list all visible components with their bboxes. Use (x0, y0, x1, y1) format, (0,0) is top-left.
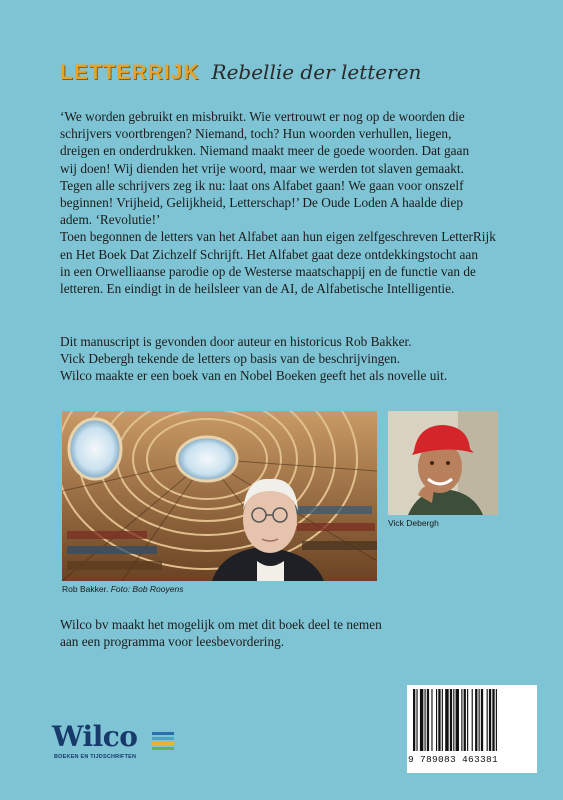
author-photo-caption (62, 584, 183, 594)
barcode-bar (413, 689, 415, 751)
barcode-bar (416, 689, 417, 751)
logo-wordmark: Wilco (52, 720, 138, 753)
caption-photographer: Foto: Bob Rooyens (110, 584, 184, 594)
barcode-bar (442, 689, 443, 751)
barcode-bar (496, 689, 497, 751)
blurb-line: letteren. En eindigt in de heilsleer van de AI, de Alfabetische Intelligentie. (60, 281, 455, 297)
logo-stripe (152, 737, 174, 740)
blurb (60, 108, 530, 297)
blurb-line: dreigen en onderdrukken. Niemand maakt meer de goede woorden. Dat gaan (60, 143, 470, 159)
footer-line: aan een programma voor leesbevordering. (60, 634, 285, 650)
isbn-number: 9 789083 463381 (408, 754, 499, 765)
barcode-bar (479, 689, 480, 751)
barcode-bar (461, 689, 462, 751)
brand-title: LETTERRIJK (60, 61, 200, 84)
blurb-line: adem. ‘Revolutie!’ (60, 212, 161, 228)
author-photo (62, 411, 377, 581)
blurb-line: en Het Boek Dat Zichzelf Schrijft. Het Alfabet gaat deze ontdekkingstocht aan (60, 246, 478, 262)
library-illustration (62, 411, 377, 581)
barcode-bar (453, 689, 454, 751)
barcode-bar (467, 689, 468, 751)
caption-name: Rob Bakker. (62, 584, 109, 594)
barcode-bar (425, 689, 426, 751)
credits (60, 333, 530, 385)
blurb-line: ‘We worden gebruikt en misbruikt. Wie vertrouwt er nog op de woorden die (60, 109, 465, 124)
credit-line: Wilco maakte er een boek van en Nobel Boeken geeft het als novelle uit. (60, 368, 448, 384)
barcode-bar (436, 689, 437, 751)
blurb-line: beginnen! Vrijheid, Gelijkheid, Letterschap!’ De Oude Loden A haalde diep (60, 195, 464, 211)
barcode-bar (472, 689, 473, 751)
publisher-logo (52, 720, 138, 760)
barcode-bar (481, 689, 483, 751)
blurb-line: Tegen alle schrijvers zeg ik nu: laat ons Alfabet gaan! We gaan voor onszelf (60, 177, 464, 193)
barcode-bar (427, 689, 429, 751)
barcode-bar (492, 689, 494, 751)
blurb-line: schrijvers voortbrengen? Niemand, toch? Hun woorden verhullen, liegen, (60, 126, 452, 142)
blurb-line: Toen begonnen de letters van het Alfabet aan hun eigen zelfgeschreven LetterRijk (60, 229, 496, 245)
footer-line: Wilco bv maakt het mogelijk om met dit boek deel te nemen (60, 617, 382, 632)
credit-line: Dit manuscript is gevonden door auteur en historicus Rob Bakker. (60, 334, 412, 349)
reading-program-note (60, 616, 460, 650)
barcode-bar (438, 689, 440, 751)
logo-stripe (152, 742, 174, 745)
title-row (60, 60, 421, 85)
barcode-bar (464, 689, 466, 751)
barcode-bar (456, 689, 459, 751)
barcode-bar (475, 689, 477, 751)
illustrator-portrait (388, 411, 498, 515)
blurb-line: in een Orwelliaanse parodie op de Westerse maatschappij en de functie van de (60, 263, 476, 279)
barcode-bar (431, 689, 432, 751)
credit-line: Vick Debergh tekende de letters op basis van de beschrijvingen. (60, 351, 401, 367)
barcode-bar (487, 689, 488, 751)
barcode-bar (445, 689, 448, 751)
barcode-bar (450, 689, 452, 751)
logo-stripe (152, 747, 174, 750)
barcode-bar (420, 689, 423, 751)
barcode-bars (407, 685, 537, 753)
logo-tagline: BOEKEN EN TIJDSCHRIFTEN (54, 754, 137, 760)
barcode-bar (489, 689, 491, 751)
blurb-line: wij doen! Wij dienden het vrije woord, maar we werden tot slaven gemaakt. (60, 160, 464, 176)
illustrator-photo-caption: Vick Debergh (388, 518, 439, 528)
logo-stripe (152, 732, 174, 735)
logo-stripes (152, 732, 174, 752)
illustrator-photo (388, 411, 498, 515)
book-subtitle: Rebellie der letteren (211, 60, 422, 84)
